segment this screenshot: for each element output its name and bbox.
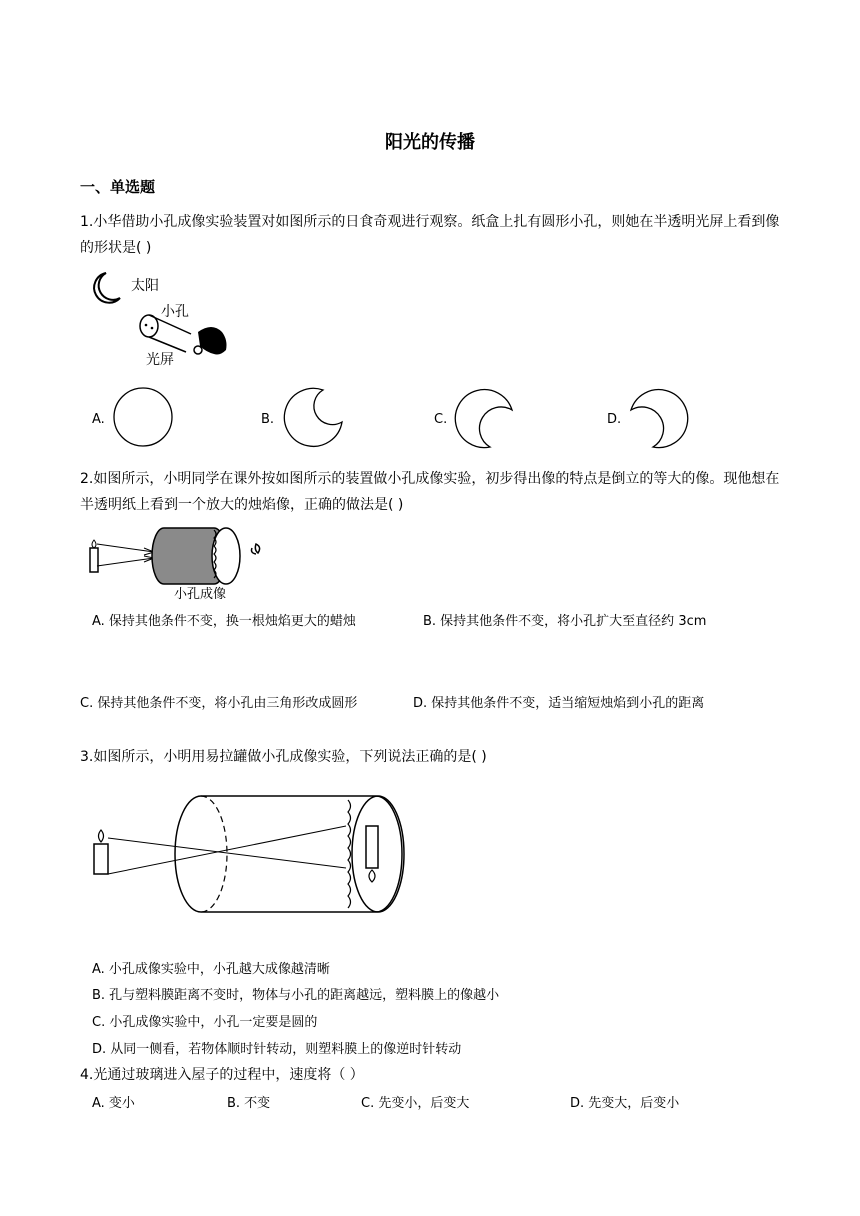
q2-option-b[interactable]: B. 保持其他条件不变，将小孔扩大至直径约 3cm	[423, 614, 707, 629]
crescent-lower-left-bite-shape	[631, 390, 688, 448]
q4-option-d[interactable]: D. 先变大，后变小	[570, 1096, 680, 1111]
q3-option-d[interactable]: D. 从同一侧看，若物体顺时针转动，则塑料膜上的像逆时针转动	[92, 1042, 462, 1057]
candle-shape	[90, 548, 98, 572]
screen-label: 光屏	[146, 352, 174, 368]
q4-option-c[interactable]: C. 先变小，后变大	[361, 1096, 470, 1111]
q1-option-b-label[interactable]: B.	[261, 412, 275, 427]
q1-option-c-figure[interactable]	[454, 386, 516, 448]
q1-option-d-figure[interactable]	[627, 386, 689, 448]
q1-option-c-label[interactable]: C.	[434, 412, 448, 427]
q3-option-a[interactable]: A. 小孔成像实验中，小孔越大成像越清晰	[92, 962, 330, 977]
q1-option-a-figure[interactable]	[112, 386, 174, 448]
full-circle-shape	[114, 388, 172, 446]
question-2-figure	[86, 522, 276, 602]
figure-caption: 小孔成像	[174, 587, 227, 602]
question-4-text: 4.光通过玻璃进入屋子的过程中，速度将（ ）	[80, 1067, 364, 1083]
flame-image-icon	[252, 544, 260, 554]
q1-option-a-label[interactable]: A.	[92, 412, 105, 427]
question-1-text: 1.小华借助小孔成像实验装置对如图所示的日食奇观进行观察。纸盒上扎有圆形小孔，则她在半透明光屏上看到像的形状是( )	[80, 214, 780, 256]
sun-label: 太阳	[131, 278, 159, 294]
candle-shape	[94, 844, 108, 874]
crescent-right-bite-shape	[284, 388, 342, 446]
inverted-image-shape	[366, 826, 378, 868]
crescent-lower-right-bite-shape	[455, 390, 512, 448]
section-heading: 一、单选题	[80, 178, 156, 196]
q2-option-c[interactable]: C. 保持其他条件不变，将小孔由三角形改成圆形	[80, 696, 358, 711]
question-3-text: 3.如图所示，小明用易拉罐做小孔成像实验，下列说法正确的是( )	[80, 749, 487, 765]
q2-option-d[interactable]: D. 保持其他条件不变，适当缩短烛焰到小孔的距离	[413, 696, 705, 711]
q4-option-a[interactable]: A. 变小	[92, 1096, 135, 1111]
question-3-figure	[86, 792, 416, 918]
q3-option-b[interactable]: B. 孔与塑料膜距离不变时，物体与小孔的距离越远，塑料膜上的像越小	[92, 988, 500, 1003]
hole-label: 小孔	[161, 304, 189, 320]
q1-option-b-figure[interactable]	[282, 386, 344, 448]
q3-option-c[interactable]: C. 小孔成像实验中，小孔一定要是圆的	[92, 1015, 318, 1030]
q4-option-b[interactable]: B. 不变	[227, 1096, 271, 1111]
page-title: 阳光的传播	[385, 132, 475, 153]
question-1-figure	[86, 268, 246, 374]
question-2-text: 2.如图所示，小明同学在课外按如图所示的装置做小孔成像实验，初步得出像的特点是倒立的等大的像。现他想在半透明纸上看到一个放大的烛焰像，正确的做法是( )	[80, 471, 780, 513]
eclipsed-sun-shape	[94, 273, 120, 303]
q1-option-d-label[interactable]: D.	[607, 412, 622, 427]
q2-option-a[interactable]: A. 保持其他条件不变，换一根烛焰更大的蜡烛	[92, 614, 356, 629]
